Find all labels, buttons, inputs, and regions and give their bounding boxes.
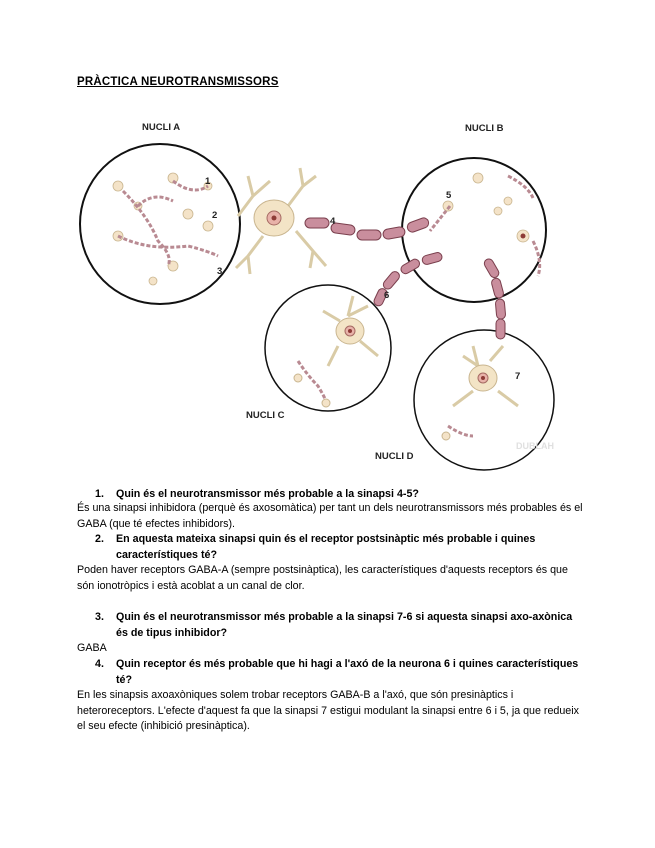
question-2 [95,532,585,563]
question-4-text: Quin receptor és més probable que hi hagi a l'axó de la neurona 6 i quines característiques té? [116,658,579,686]
question-1-number: 1. [95,488,104,500]
synapse-4-label: 4 [330,216,336,227]
answer-1: És una sinapsi inhibidora (perquè és axosomàtica) per tant un dels neurotransmissors més probables és el GABA (que té efectes inhibidors). [77,502,583,530]
nucleus-d-label: NUCLI D [375,451,414,462]
synapse-5-label: 5 [446,190,452,201]
question-3 [95,610,585,641]
nucleus-a-circle [80,144,240,304]
question-4-number: 4. [95,658,104,670]
answer-2: Poden haver receptors GABA-A (sempre postsinàptica), les característiques d'aquests receptors és que són ionotròpics i està acoblat a un canal de clor. [77,564,568,592]
synapse-2-label: 2 [212,210,218,221]
synapse-1-label: 1 [205,176,211,187]
answer-3: GABA [77,642,107,654]
question-2-text: En aquesta mateixa sinapsi quin és el receptor postsinàptic més probable i quines característiques té? [116,533,536,561]
watermark: DUBLAH [516,441,554,451]
nucleus-b-label: NUCLI B [465,123,504,134]
synapse-6-label: 6 [384,290,390,301]
neuron-diagram [78,106,578,476]
question-4 [95,657,585,688]
question-1-text: Quin és el neurotransmissor més probable a la sinapsi 4-5? [116,488,419,500]
answer-4: En les sinapsis axoaxòniques solem trobar receptors GABA-B a l'axó, que són presinàptics i heteroreceptors. L'efecte d'aquest fa que la sinapsi 7 estigui modulant la sinapsi entre 6 i 5, ja que redueix el seu efecte (inhibició presinàptica). [77,689,579,732]
nucleus-c-circle [265,285,391,411]
nucleus-b-cell-nucleus [521,234,526,239]
neuron-diagram-svg [78,106,578,476]
page-title: PRÀCTICA NEUROTRANSMISSORS [77,76,279,88]
synapse-3-label: 3 [217,266,223,277]
nucleus-a-label: NUCLI A [142,122,181,133]
nucleus-c-label: NUCLI C [246,410,285,421]
question-2-number: 2. [95,533,104,545]
question-3-text: Quin és el neurotransmissor més probable a la sinapsi 7-6 si aquesta sinapsi axo-axònica és de tipus inhibidor? [116,611,573,639]
question-3-number: 3. [95,611,104,623]
synapse-7-label: 7 [515,371,521,382]
